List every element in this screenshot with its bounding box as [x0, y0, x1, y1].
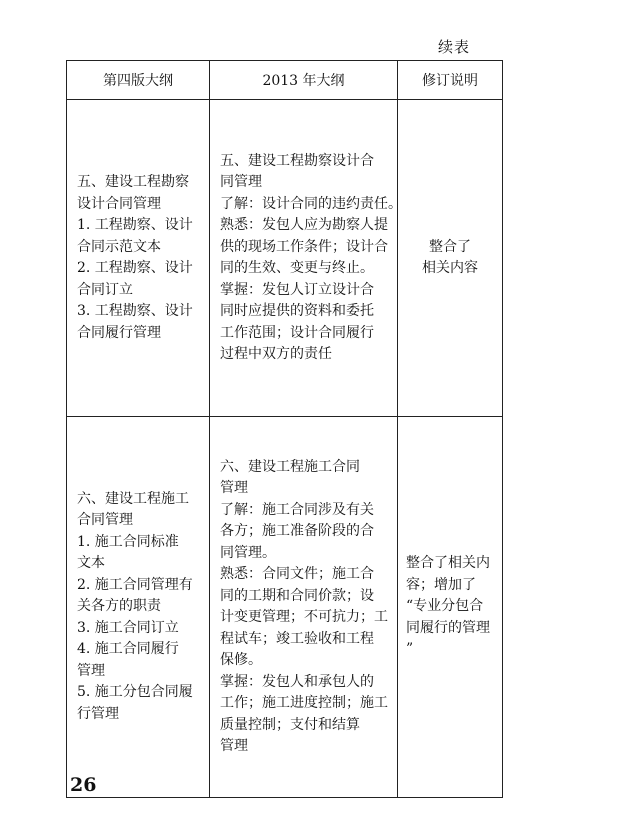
text-line: 工作；施工进度控制；施工 — [220, 695, 388, 711]
text-line: 了解：施工合同涉及有关 — [220, 501, 374, 518]
text-line: 5. 施工分包合同履 — [77, 684, 193, 701]
text-line: 行管理 — [77, 705, 119, 722]
text-line: 设计合同管理 — [77, 195, 161, 212]
text-line: 管理 — [220, 738, 248, 754]
text-line: 文本 — [77, 555, 105, 572]
text-line: 各方；施工准备阶段的合 — [220, 523, 374, 539]
row1-col2-text — [210, 151, 402, 366]
text-line: 了解：设计合同的违约责任。 — [220, 195, 402, 212]
text-line: 合同示范文本 — [77, 238, 161, 255]
text-line: 同管理 — [220, 174, 262, 190]
header-2013-edition: 2013 年大纲 — [210, 61, 398, 100]
text-line: 程试车；竣工验收和工程 — [220, 630, 374, 647]
row1-col3-text — [398, 237, 502, 280]
text-line: 熟悉：合同文件；施工合 — [220, 566, 374, 582]
text-line: 六、建设工程施工 — [77, 490, 189, 507]
text-line: 六、建设工程施工合同 — [220, 458, 360, 475]
text-line: 合同订立 — [77, 281, 133, 298]
row1-col1-cell — [67, 100, 210, 417]
row1-col1-text — [67, 172, 209, 344]
text-line: 整合了相关内 — [406, 555, 490, 572]
text-line: 同时应提供的资料和委托 — [220, 303, 374, 319]
text-line: 同的生效、变更与终止。 — [220, 260, 374, 276]
text-line: 熟悉：发包人应为勘察人提 — [220, 217, 388, 233]
text-line: 计变更管理；不可抗力；工 — [220, 609, 388, 625]
syllabus-comparison-table — [66, 60, 503, 798]
text-line: 2. 施工合同管理有 — [77, 576, 193, 593]
text-line: 同管理。 — [220, 544, 276, 561]
text-line: 保修。 — [220, 652, 262, 668]
text-line: 1. 施工合同标准 — [77, 533, 179, 550]
continued-label: 续表 — [438, 38, 471, 56]
text-line: 质量控制；支付和结算 — [220, 716, 360, 733]
row2-col1-text — [67, 489, 209, 726]
row1-col3-cell — [398, 100, 503, 417]
page-number: 26 — [70, 774, 97, 796]
header-4th-edition: 第四版大纲 — [67, 61, 210, 100]
text-line: 五、建设工程勘察设计合 — [220, 152, 374, 169]
table-header-row — [67, 61, 503, 100]
text-line: 3. 工程勘察、设计 — [77, 303, 193, 319]
row2-col2-cell — [210, 417, 398, 798]
text-line: 合同履行管理 — [77, 324, 161, 341]
text-line: 关各方的职责 — [77, 598, 161, 615]
text-line: 五、建设工程勘察 — [77, 174, 189, 190]
text-line: 供的现场工作条件；设计合 — [220, 238, 388, 255]
text-line: 工作范围；设计合同履行 — [220, 324, 374, 341]
text-line: 同的工期和合同价款；设 — [220, 587, 374, 604]
text-line: 掌握：发包人订立设计合 — [220, 281, 374, 298]
row2-col3-text — [398, 553, 502, 661]
text-line: 1. 工程勘察、设计 — [77, 217, 193, 233]
text-line: 掌握：发包人和承包人的 — [220, 673, 374, 690]
text-line: 整合了 — [429, 238, 471, 255]
text-line: 合同管理 — [77, 512, 133, 529]
table-row — [67, 417, 503, 798]
text-line: 管理 — [220, 480, 248, 496]
text-line: 3. 施工合同订立 — [77, 619, 179, 636]
text-line: ” — [406, 641, 414, 658]
text-line: 过程中双方的责任 — [220, 346, 332, 362]
table-row — [67, 100, 503, 417]
row2-col1-cell — [67, 417, 210, 798]
text-line: “专业分包合 — [406, 598, 484, 615]
row2-col3-cell — [398, 417, 503, 798]
text-line: 同履行的管理 — [406, 619, 490, 636]
row1-col2-cell — [210, 100, 402, 417]
text-line: 4. 施工合同履行 — [77, 641, 179, 658]
text-line: 2. 工程勘察、设计 — [77, 260, 193, 276]
text-line: 容；增加了 — [406, 576, 476, 593]
text-line: 相关内容 — [422, 260, 478, 276]
header-revision-note: 修订说明 — [398, 61, 503, 100]
text-line: 管理 — [77, 662, 105, 679]
row2-col2-text — [210, 457, 397, 758]
